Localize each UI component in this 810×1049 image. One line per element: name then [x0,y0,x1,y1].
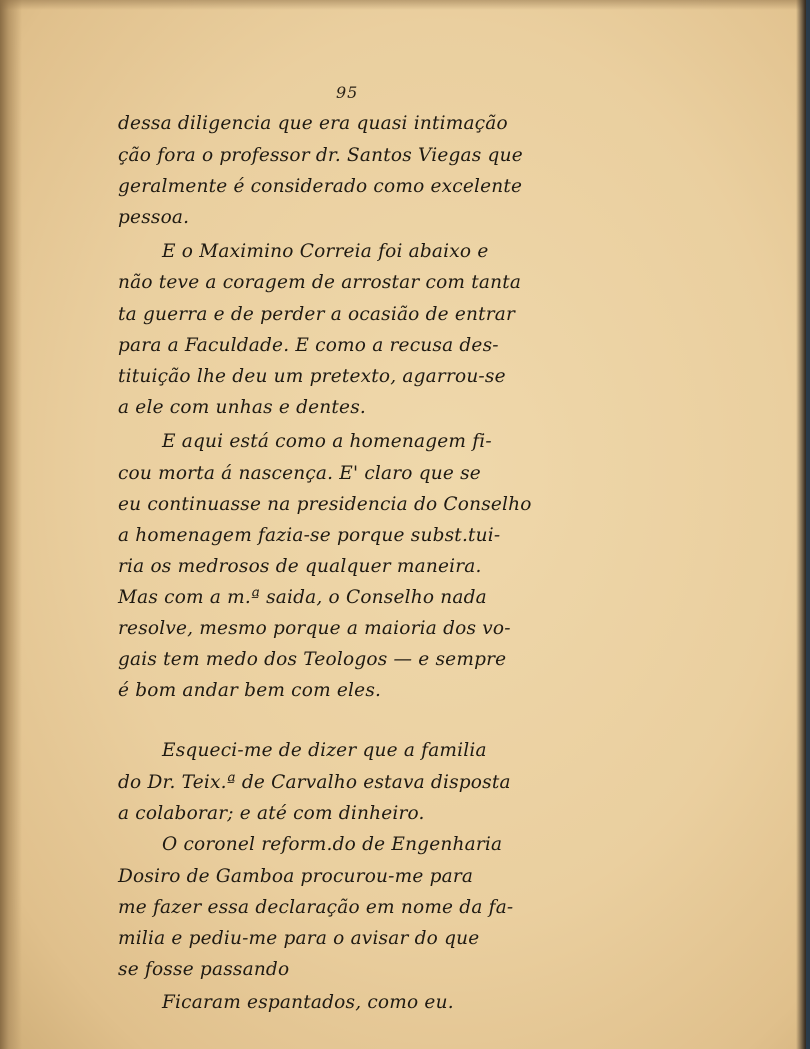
cover-edge-strip [806,0,810,1049]
text-line: Ficaram espantados, como eu. [162,992,454,1013]
text-line: ta guerra e de perder a ocasião de entrar [118,304,516,325]
text-line: tituição lhe deu um pretexto, agarrou-se [118,366,506,387]
text-line: E aqui está como a homenagem fi- [162,431,492,452]
text-line: me fazer essa declaração em nome da fa- [118,897,514,918]
text-line: se fosse passando [118,959,290,980]
text-line: E o Maximino Correia foi abaixo e [162,241,489,262]
text-line: eu continuasse na presidencia do Conselho [118,494,532,515]
text-line: Mas com a m.ª saida, o Conselho nada [118,587,487,608]
text-line: Dosiro de Gamboa procurou-me para [118,866,474,887]
text-line: O coronel reform.do de Engenharia [162,834,503,855]
text-line: do Dr. Teix.ª de Carvalho estava disposta [118,772,511,793]
page-number: 95 [336,83,359,102]
text-line: ria os medrosos de qualquer maneira. [118,556,482,577]
text-line: ção fora o professor dr. Santos Viegas que [118,145,523,166]
text-line: milia e pediu-me para o avisar do que [118,928,480,949]
text-line: cou morta á nascença. E' claro que se [118,463,481,484]
text-line: a colaborar; e até com dinheiro. [118,803,425,824]
text-line: Esqueci-me de dizer que a familia [162,740,487,761]
text-line: geralmente é considerado como excelente [118,176,523,197]
text-line: a ele com unhas e dentes. [118,397,366,418]
text-line: gais tem medo dos Teologos — e sempre [118,649,507,670]
text-line: resolve, mesmo porque a maioria dos vo- [118,618,511,639]
text-line: não teve a coragem de arrostar com tanta [118,272,522,293]
text-line: é bom andar bem com eles. [118,680,382,701]
text-line: dessa diligencia que era quasi intimação [118,113,508,134]
text-line: a homenagem fazia-se porque subst.tui- [118,525,501,546]
text-line: para a Faculdade. E como a recusa des- [118,335,499,356]
binding-shadow [0,0,22,1049]
page-top-edge [0,0,810,10]
text-line: pessoa. [118,207,190,228]
